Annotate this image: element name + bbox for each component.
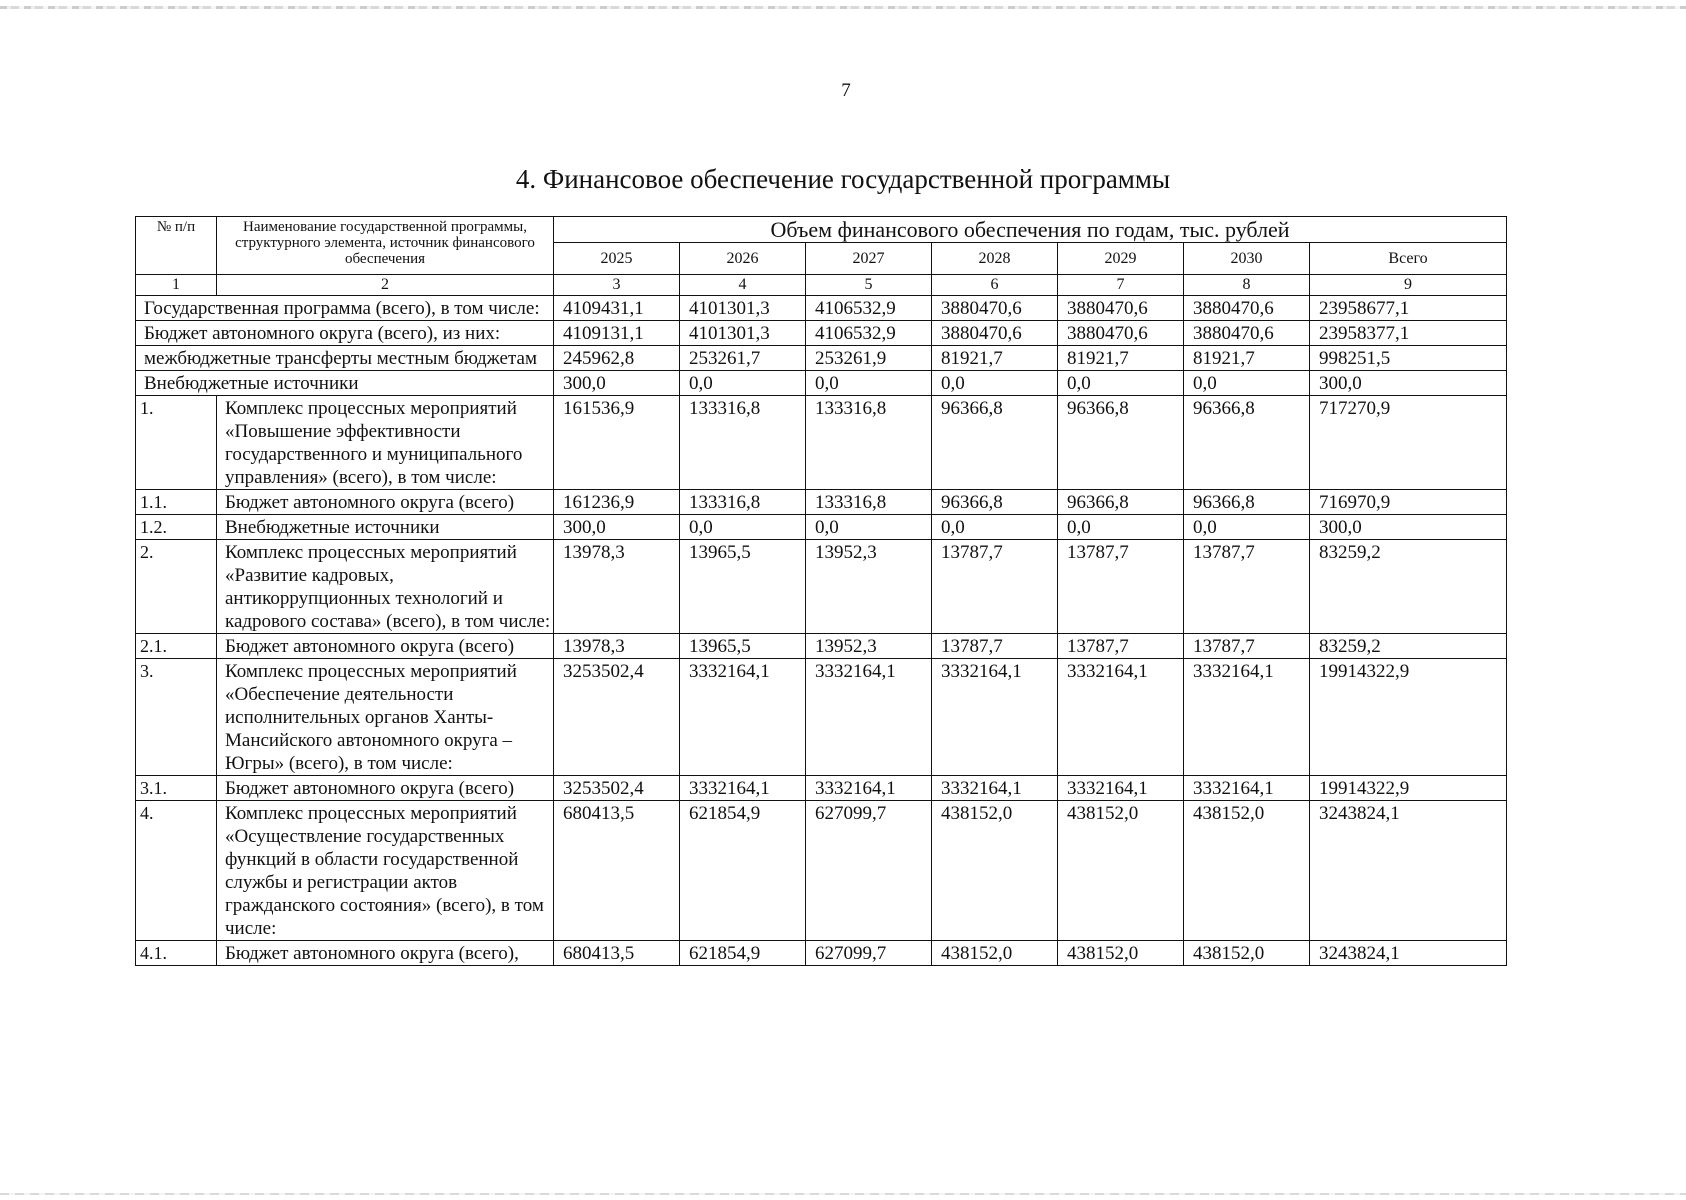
column-number: 5 [806, 275, 932, 296]
row-value: 13787,7 [1184, 634, 1310, 659]
row-name: Внебюджетные источники [136, 371, 554, 396]
row-code: 2. [136, 540, 217, 634]
row-value: 3332164,1 [1058, 776, 1184, 801]
header-total: Всего [1310, 243, 1507, 275]
row-value: 13787,7 [1058, 540, 1184, 634]
row-value: 13965,5 [680, 540, 806, 634]
header-col-name: Наименование государственной программы, структурного элемента, источник финансового обеспечения [217, 217, 554, 275]
column-number: 1 [136, 275, 217, 296]
column-number: 3 [554, 275, 680, 296]
row-value: 3332164,1 [932, 776, 1058, 801]
row-code: 1.1. [136, 490, 217, 515]
row-total: 83259,2 [1310, 634, 1507, 659]
row-value: 13978,3 [554, 634, 680, 659]
row-total: 23958677,1 [1310, 296, 1507, 321]
row-value: 3332164,1 [680, 659, 806, 776]
financing-table [135, 216, 1507, 966]
row-value: 621854,9 [680, 941, 806, 966]
row-value: 4109431,1 [554, 296, 680, 321]
row-total: 83259,2 [1310, 540, 1507, 634]
row-name: Комплекс процессных мероприятий «Обеспечение деятельности исполнительных органов Ханты-Мансийского автономного округа – Югры» (всего), в том числе: [217, 659, 554, 776]
column-number: 9 [1310, 275, 1507, 296]
header-year: 2026 [680, 243, 806, 275]
row-code: 2.1. [136, 634, 217, 659]
column-number: 6 [932, 275, 1058, 296]
table-row [136, 801, 1507, 941]
row-value: 438152,0 [1058, 801, 1184, 941]
header-year: 2030 [1184, 243, 1310, 275]
row-value: 13787,7 [1184, 540, 1310, 634]
row-value: 0,0 [806, 371, 932, 396]
row-value: 96366,8 [1058, 396, 1184, 490]
row-value: 0,0 [932, 371, 1058, 396]
table-row [136, 659, 1507, 776]
row-value: 4101301,3 [680, 296, 806, 321]
row-value: 3332164,1 [1184, 776, 1310, 801]
row-total: 19914322,9 [1310, 659, 1507, 776]
row-value: 300,0 [554, 371, 680, 396]
row-name: Бюджет автономного округа (всего) [217, 634, 554, 659]
row-code: 1.2. [136, 515, 217, 540]
row-value: 81921,7 [1184, 346, 1310, 371]
scan-edge-top [0, 6, 1686, 9]
row-value: 81921,7 [932, 346, 1058, 371]
header-year: 2028 [932, 243, 1058, 275]
row-code: 3.1. [136, 776, 217, 801]
row-value: 13965,5 [680, 634, 806, 659]
row-value: 3880470,6 [932, 321, 1058, 346]
table-row [136, 634, 1507, 659]
row-total: 23958377,1 [1310, 321, 1507, 346]
column-number: 2 [217, 275, 554, 296]
row-total: 716970,9 [1310, 490, 1507, 515]
row-value: 13952,3 [806, 540, 932, 634]
row-value: 3332164,1 [806, 659, 932, 776]
row-name: Государственная программа (всего), в том числе: [136, 296, 554, 321]
row-name: Бюджет автономного округа (всего), [217, 941, 554, 966]
row-code: 4. [136, 801, 217, 941]
row-value: 96366,8 [1184, 490, 1310, 515]
table-row [136, 515, 1507, 540]
row-value: 3253502,4 [554, 659, 680, 776]
row-value: 0,0 [1184, 371, 1310, 396]
row-name: Комплекс процессных мероприятий «Развитие кадровых, антикоррупционных технологий и кадрового состава» (всего), в том числе: [217, 540, 554, 634]
row-value: 4106532,9 [806, 321, 932, 346]
row-value: 680413,5 [554, 941, 680, 966]
row-value: 621854,9 [680, 801, 806, 941]
row-value: 4101301,3 [680, 321, 806, 346]
row-name: межбюджетные трансферты местным бюджетам [136, 346, 554, 371]
table-row [136, 490, 1507, 515]
row-value: 133316,8 [806, 490, 932, 515]
row-total: 19914322,9 [1310, 776, 1507, 801]
header-col-no: № п/п [136, 217, 217, 275]
row-name: Бюджет автономного округа (всего), из них: [136, 321, 554, 346]
table-row [136, 346, 1507, 371]
row-value: 438152,0 [1184, 801, 1310, 941]
row-total: 998251,5 [1310, 346, 1507, 371]
table-row [136, 540, 1507, 634]
row-value: 627099,7 [806, 801, 932, 941]
column-number: 7 [1058, 275, 1184, 296]
row-value: 13787,7 [1058, 634, 1184, 659]
row-value: 3880470,6 [1058, 321, 1184, 346]
row-value: 3880470,6 [1184, 296, 1310, 321]
row-value: 627099,7 [806, 941, 932, 966]
table-row [136, 776, 1507, 801]
header-row-1 [136, 217, 1507, 243]
row-total: 3243824,1 [1310, 941, 1507, 966]
row-value: 438152,0 [932, 801, 1058, 941]
row-total: 3243824,1 [1310, 801, 1507, 941]
row-value: 0,0 [680, 515, 806, 540]
row-value: 3332164,1 [680, 776, 806, 801]
row-value: 96366,8 [932, 490, 1058, 515]
row-value: 133316,8 [680, 396, 806, 490]
row-name: Бюджет автономного округа (всего) [217, 490, 554, 515]
row-value: 0,0 [680, 371, 806, 396]
row-total: 717270,9 [1310, 396, 1507, 490]
row-total: 300,0 [1310, 515, 1507, 540]
row-value: 3332164,1 [806, 776, 932, 801]
table-body [136, 217, 1507, 966]
page-title: 4. Финансовое обеспечение государственной программы [515, 164, 1171, 194]
row-value: 0,0 [932, 515, 1058, 540]
row-value: 13787,7 [932, 634, 1058, 659]
row-value: 3253502,4 [554, 776, 680, 801]
row-value: 3880470,6 [932, 296, 1058, 321]
row-value: 0,0 [1058, 371, 1184, 396]
table-row [136, 371, 1507, 396]
row-value: 4109131,1 [554, 321, 680, 346]
row-name: Бюджет автономного округа (всего) [217, 776, 554, 801]
header-row-column-numbers [136, 275, 1507, 296]
table-row [136, 941, 1507, 966]
row-value: 245962,8 [554, 346, 680, 371]
row-code: 1. [136, 396, 217, 490]
row-name: Внебюджетные источники [217, 515, 554, 540]
row-value: 13978,3 [554, 540, 680, 634]
row-value: 253261,7 [680, 346, 806, 371]
row-code: 4.1. [136, 941, 217, 966]
header-year: 2025 [554, 243, 680, 275]
row-value: 3880470,6 [1058, 296, 1184, 321]
row-value: 438152,0 [1058, 941, 1184, 966]
table-row [136, 321, 1507, 346]
row-value: 300,0 [554, 515, 680, 540]
row-value: 13952,3 [806, 634, 932, 659]
row-value: 680413,5 [554, 801, 680, 941]
row-total: 300,0 [1310, 371, 1507, 396]
row-value: 4106532,9 [806, 296, 932, 321]
row-value: 0,0 [806, 515, 932, 540]
row-value: 161536,9 [554, 396, 680, 490]
row-value: 0,0 [1184, 515, 1310, 540]
page-number: 7 [841, 80, 851, 101]
column-number: 8 [1184, 275, 1310, 296]
row-value: 438152,0 [932, 941, 1058, 966]
row-name: Комплекс процессных мероприятий «Повышение эффективности государственного и муниципального управления» (всего), в том числе: [217, 396, 554, 490]
row-value: 96366,8 [932, 396, 1058, 490]
row-name: Комплекс процессных мероприятий «Осуществление государственных функций в области государственной службы и регистрации актов гражданского состояния» (всего), в том числе: [217, 801, 554, 941]
row-value: 438152,0 [1184, 941, 1310, 966]
row-value: 3332164,1 [1058, 659, 1184, 776]
header-group-volume: Объем финансового обеспечения по годам, тыс. рублей [554, 217, 1507, 243]
row-value: 133316,8 [806, 396, 932, 490]
row-value: 0,0 [1058, 515, 1184, 540]
table-row [136, 396, 1507, 490]
row-value: 3332164,1 [1184, 659, 1310, 776]
column-number: 4 [680, 275, 806, 296]
header-year: 2027 [806, 243, 932, 275]
row-value: 96366,8 [1184, 396, 1310, 490]
row-value: 81921,7 [1058, 346, 1184, 371]
row-value: 253261,9 [806, 346, 932, 371]
scan-edge-bottom [0, 1193, 1686, 1195]
header-year: 2029 [1058, 243, 1184, 275]
row-value: 133316,8 [680, 490, 806, 515]
row-code: 3. [136, 659, 217, 776]
row-value: 161236,9 [554, 490, 680, 515]
row-value: 3332164,1 [932, 659, 1058, 776]
row-value: 96366,8 [1058, 490, 1184, 515]
row-value: 3880470,6 [1184, 321, 1310, 346]
row-value: 13787,7 [932, 540, 1058, 634]
table-row [136, 296, 1507, 321]
